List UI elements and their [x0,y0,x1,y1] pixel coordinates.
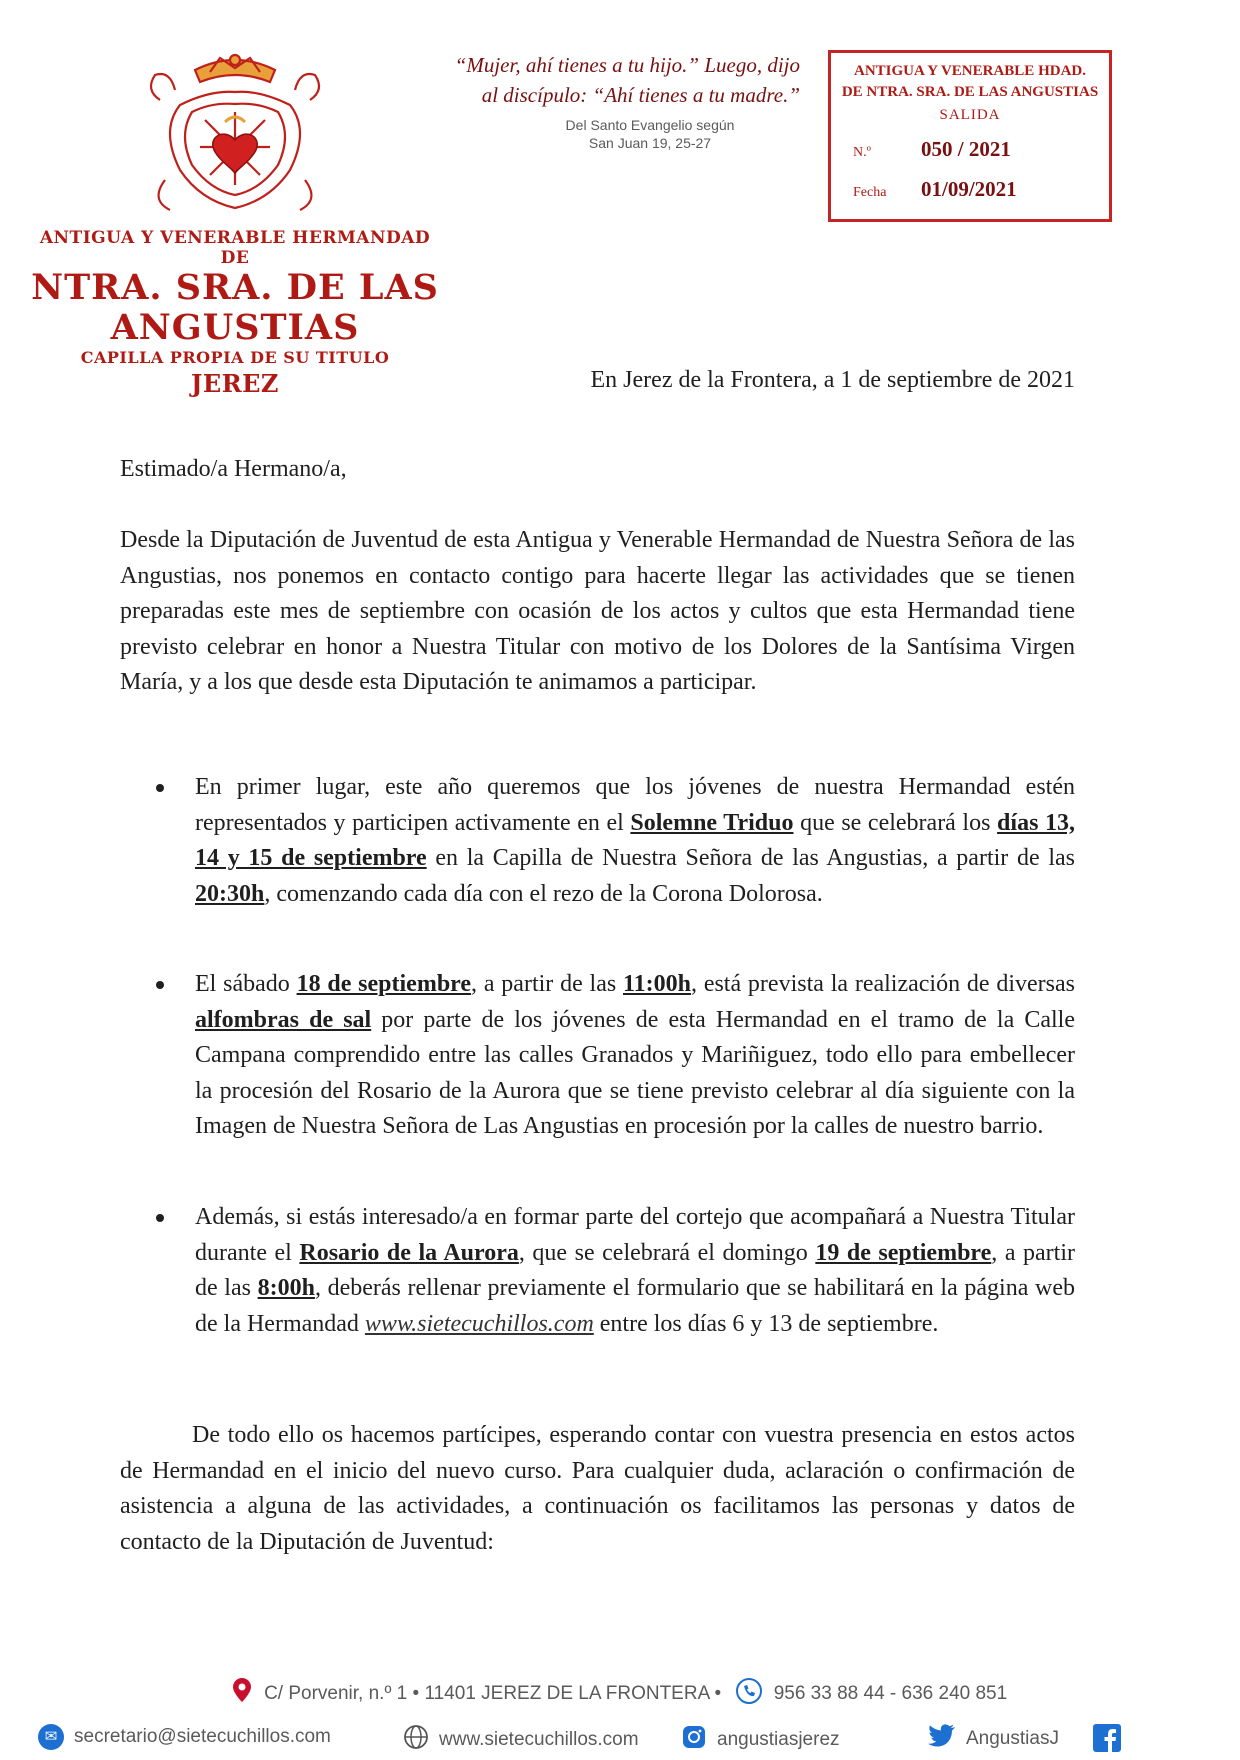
stamp-number-label: N.º [853,145,871,160]
brotherhood-line1: ANTIGUA Y VENERABLE HERMANDAD DE [39,228,431,268]
stamp-number-value: 050 / 2021 [921,137,1011,161]
bullet2-text4: por parte de los jóvenes de esta Hermandad en el tramo de la Calle Campana comprendido entre las calles Granados y Mariñiguez, todo ello para embellecer la procesión del Rosario de la Aurora que se tiene previsto celebrar al día siguiente con la Imagen de Nuestra Señora de Las Angustias en procesión por la calles de nuestro barrio. [195,1006,1076,1140]
bullet1-highlight2: días 13, 14 y 15 de septiembre [195,809,1076,872]
bullet2-highlight1: 18 de septiembre [296,971,472,997]
quote-source-line2: San Juan 19, 25-27 [588,135,712,151]
location-pin-icon [233,1678,251,1708]
letter-date: En Jerez de la Frontera, a 1 de septiembre de 2021 [590,367,1075,393]
bullet3-text1: Además, si estás interesado/a en formar parte del cortejo que acompañará a Nuestra Titular durante el [195,1204,1075,1266]
bullet-item-rosario [150,1200,1075,1342]
footer-address: C/ Porvenir, n.º 1 • 11401 JEREZ DE LA FRONTERA • [264,1683,722,1704]
bullet1-text2: que se celebrará los [793,809,998,836]
intro-text: Desde la Diputación de Juventud de esta Antigua y Venerable Hermandad de Nuestra Señora de las Angustias, nos ponemos en contacto contigo para hacerte llegar las actividades que se tienen preparadas este mes de septiembre con ocasión de los actos y cultos que esta Hermandad tiene previsto celebrar en honor a Nuestra Titular con motivo de los Dolores de la Santísima Virgen María, y a los que desde esta Diputación te animamos a participar. [120,527,1075,696]
footer-web[interactable]: www.sietecuchillos.com [439,1729,639,1750]
bullet-item-triduo [150,770,1075,912]
bullet3-highlight3: 8:00h [257,1275,315,1302]
bullet2-text2: , a partir de las [471,971,623,997]
footer-email[interactable]: secretario@sietecuchillos.com [74,1726,331,1747]
intro-paragraph [120,523,1075,701]
brotherhood-line3: CAPILLA PROPIA DE SU TITULO [80,348,390,367]
bullet3-text4: , deberás rellenar previamente el formulario que se habilitará en la página web de la Hermandad [195,1275,1076,1337]
footer-instagram[interactable]: angustiasjerez [717,1729,840,1750]
stamp-date-label: Fecha [853,185,887,200]
bullet1-text4: , comenzando cada día con el rezo de la Corona Dolorosa. [264,880,823,907]
closing-paragraph: De todo ello os hacemos partícipes, esperando contar con vuestra presencia en estos actos de Hermandad en el inicio del nuevo curso. Para cualquier duda, aclaración o confirmación de asistencia a alguna de las actividades, a continuación os facilitamos las personas y datos de contacto de la Diputación de Juventud: [120,1422,1075,1555]
bullet1-text3: en la Capilla de Nuestra Señora de las Angustias, a partir de las [426,845,1075,872]
bullet-dot [156,1214,164,1222]
stamp-line2: DE NTRA. SRA. DE LAS ANGUSTIAS [841,84,1099,100]
bullet3-text5: entre los días 6 y 13 de septiembre. [593,1310,939,1337]
bullet3-text2: , que se celebrará el domingo [518,1239,816,1266]
bullet3-highlight2: 19 de septiembre [815,1239,992,1266]
footer-web-item[interactable] [403,1724,639,1756]
bullet2-text3: , está prevista la realización de diversas [691,971,1075,997]
bullet1-text1: En primer lugar, este año queremos que los jóvenes de nuestra Hermandad estén representados y participen activamente en el [195,774,1075,836]
quote-line2: al discípulo: “Ahí tienes a tu madre.” [481,83,800,107]
bullet1-highlight1: Solemne Triduo [630,809,794,836]
brotherhood-line4: JEREZ [191,369,279,398]
crest-logo [140,50,330,220]
quote-line1: “Mujer, ahí tienes a tu hijo.” Luego, dijo [454,53,800,77]
footer-twitter[interactable]: AngustiasJ [966,1728,1059,1749]
footer-contacts [38,1724,1138,1760]
email-icon: ✉ [38,1724,64,1750]
brotherhood-line2: NTRA. SRA. DE LAS ANGUSTIAS [31,267,439,348]
bullet3-highlight1: Rosario de la Aurora [299,1239,519,1266]
footer-address-line [0,1678,1240,1710]
footer-email-item[interactable] [38,1724,331,1750]
facebook-icon[interactable] [1093,1724,1121,1758]
globe-icon [403,1724,429,1756]
twitter-bird-icon [928,1724,956,1754]
footer-phones[interactable]: 956 33 88 44 - 636 240 851 [773,1683,1008,1704]
website-link[interactable]: www.sietecuchillos.com [364,1310,594,1337]
registry-stamp [828,50,1112,222]
bullet-dot [156,784,164,792]
stamp-date-value: 01/09/2021 [921,177,1017,201]
footer-facebook-item[interactable] [1093,1724,1121,1758]
instagram-icon [681,1724,707,1756]
bullet1-highlight3: 20:30h [195,880,265,907]
bullet3-text3: , a partir de las [195,1239,1076,1302]
phone-icon [736,1678,762,1710]
letter-greeting: Estimado/a Hermano/a, [120,456,347,482]
bullet-dot [156,981,164,989]
bullet2-highlight2: 11:00h [623,971,692,997]
footer-instagram-item[interactable] [681,1724,840,1756]
stamp-line1: ANTIGUA Y VENERABLE HDAD. [854,63,1086,79]
bullet2-text1: El sábado [195,971,297,997]
gospel-quote [400,50,800,152]
footer-twitter-item[interactable] [928,1724,1059,1754]
quote-source-line1: Del Santo Evangelio según [565,117,735,133]
stamp-kind: SALIDA [939,107,1001,123]
bullet2-highlight3: alfombras de sal [195,1006,372,1033]
brotherhood-name [30,228,440,398]
bullet-item-alfombras [150,967,1075,1145]
